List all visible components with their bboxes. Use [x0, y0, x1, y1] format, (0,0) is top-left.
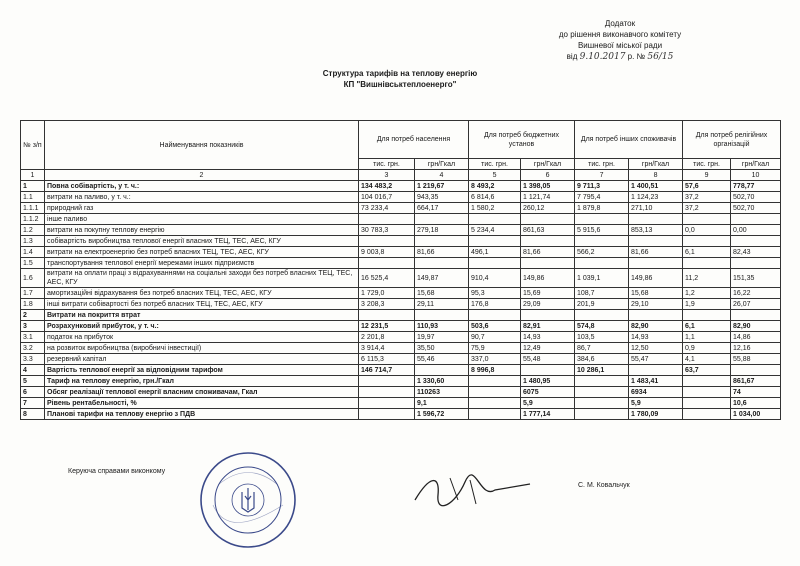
- value-cell: [683, 214, 731, 225]
- value-cell: [629, 236, 683, 247]
- value-cell: [469, 310, 521, 321]
- value-cell: 37,2: [683, 192, 731, 203]
- value-cell: [415, 310, 469, 321]
- value-cell: [469, 258, 521, 269]
- value-cell: 1,1: [683, 332, 731, 343]
- header-unit: грн/Гкал: [629, 159, 683, 170]
- value-cell: 14,93: [521, 332, 575, 343]
- row-label: на розвиток виробництва (виробничі інвестиції): [45, 343, 359, 354]
- table-row: [21, 365, 781, 376]
- value-cell: 1 400,51: [629, 181, 683, 192]
- value-cell: 74: [731, 387, 781, 398]
- value-cell: 29,09: [521, 299, 575, 310]
- table-row: [21, 181, 781, 192]
- column-index: 2: [45, 170, 359, 181]
- header-num: № з/п: [21, 121, 45, 170]
- value-cell: 149,86: [521, 269, 575, 288]
- value-cell: [575, 398, 629, 409]
- table-row: [21, 236, 781, 247]
- value-cell: 6934: [629, 387, 683, 398]
- row-label: витрати на електроенергію без потреб власних ТЕЦ, ТЕС, АЕС, КГУ: [45, 247, 359, 258]
- row-number: 3.1: [21, 332, 45, 343]
- value-cell: 29,11: [415, 299, 469, 310]
- value-cell: 1 483,41: [629, 376, 683, 387]
- value-cell: 81,66: [521, 247, 575, 258]
- value-cell: 1 480,95: [521, 376, 575, 387]
- value-cell: [415, 214, 469, 225]
- value-cell: 10 286,1: [575, 365, 629, 376]
- column-index: 7: [575, 170, 629, 181]
- header-group-other: Для потреб інших споживачів: [575, 121, 683, 159]
- value-cell: 1 879,8: [575, 203, 629, 214]
- value-cell: 110263: [415, 387, 469, 398]
- row-number: 2: [21, 310, 45, 321]
- value-cell: 502,70: [731, 192, 781, 203]
- value-cell: [731, 214, 781, 225]
- value-cell: 86,7: [575, 343, 629, 354]
- value-cell: [683, 310, 731, 321]
- value-cell: 337,0: [469, 354, 521, 365]
- row-label: Рівень рентабельності, %: [45, 398, 359, 409]
- table-row: [21, 376, 781, 387]
- value-cell: [575, 258, 629, 269]
- value-cell: 1 780,09: [629, 409, 683, 420]
- row-label: витрати на оплати праці з відрахуваннями на соціальні заходи без потреб власних ТЕЦ, ТЕС, АЕС, КГУ: [45, 269, 359, 288]
- value-cell: 73 233,4: [359, 203, 415, 214]
- row-label: Планові тарифи на теплову енергію з ПДВ: [45, 409, 359, 420]
- value-cell: [629, 214, 683, 225]
- header-unit: грн/Гкал: [415, 159, 469, 170]
- official-seal: [198, 450, 298, 550]
- value-cell: [629, 310, 683, 321]
- value-cell: [629, 258, 683, 269]
- value-cell: 55,88: [731, 354, 781, 365]
- value-cell: 6 814,6: [469, 192, 521, 203]
- value-cell: [683, 387, 731, 398]
- value-cell: 9 003,8: [359, 247, 415, 258]
- value-cell: 35,50: [415, 343, 469, 354]
- value-cell: [683, 409, 731, 420]
- value-cell: 201,9: [575, 299, 629, 310]
- value-cell: [629, 365, 683, 376]
- row-label: транспортування теплової енергії мережами інших підприємств: [45, 258, 359, 269]
- value-cell: 104 016,7: [359, 192, 415, 203]
- document-titles: [0, 68, 800, 90]
- value-cell: 3 914,4: [359, 343, 415, 354]
- value-cell: 15,69: [521, 288, 575, 299]
- table-row: [21, 203, 781, 214]
- value-cell: 6 115,3: [359, 354, 415, 365]
- header-unit: тис. грн.: [469, 159, 521, 170]
- value-cell: 75,9: [469, 343, 521, 354]
- value-cell: 3 208,3: [359, 299, 415, 310]
- table-row: [21, 354, 781, 365]
- value-cell: [469, 376, 521, 387]
- tariff-table: [20, 120, 781, 420]
- row-number: 1.8: [21, 299, 45, 310]
- column-index: 10: [731, 170, 781, 181]
- value-cell: 103,5: [575, 332, 629, 343]
- value-cell: 149,86: [629, 269, 683, 288]
- value-cell: 1 039,1: [575, 269, 629, 288]
- row-number: 3.3: [21, 354, 45, 365]
- table-row: [21, 192, 781, 203]
- value-cell: 2 201,8: [359, 332, 415, 343]
- row-number: 1.7: [21, 288, 45, 299]
- row-number: 6: [21, 387, 45, 398]
- document-title: Структура тарифів на теплову енергію: [322, 69, 478, 78]
- value-cell: 664,17: [415, 203, 469, 214]
- column-index: 5: [469, 170, 521, 181]
- value-cell: 566,2: [575, 247, 629, 258]
- header-group-budget: Для потреб бюджетних установ: [469, 121, 575, 159]
- value-cell: [575, 387, 629, 398]
- value-cell: 503,6: [469, 321, 521, 332]
- value-cell: 90,7: [469, 332, 521, 343]
- value-cell: 1 124,23: [629, 192, 683, 203]
- header-unit: грн/Гкал: [521, 159, 575, 170]
- value-cell: 5,9: [521, 398, 575, 409]
- annex-line1: до рішення виконавчого комітету: [558, 30, 682, 39]
- row-label: собівартість виробництва теплової енергії власних ТЕЦ, ТЕС, АЕС, КГУ: [45, 236, 359, 247]
- row-number: 5: [21, 376, 45, 387]
- value-cell: [575, 310, 629, 321]
- value-cell: 1,2: [683, 288, 731, 299]
- value-cell: [415, 236, 469, 247]
- value-cell: 108,7: [575, 288, 629, 299]
- row-label: витрати на паливо, у т. ч.:: [45, 192, 359, 203]
- value-cell: 151,35: [731, 269, 781, 288]
- value-cell: [521, 258, 575, 269]
- table-row: [21, 225, 781, 236]
- value-cell: [415, 258, 469, 269]
- value-cell: 1 034,00: [731, 409, 781, 420]
- row-label: Розрахунковий прибуток, у т. ч.:: [45, 321, 359, 332]
- row-label: інші витрати собівартості без потреб власних ТЕЦ, ТЕС, АЕС, КГУ: [45, 299, 359, 310]
- value-cell: 63,7: [683, 365, 731, 376]
- row-label: інше паливо: [45, 214, 359, 225]
- value-cell: [521, 310, 575, 321]
- value-cell: 12,50: [629, 343, 683, 354]
- value-cell: 574,8: [575, 321, 629, 332]
- value-cell: [469, 214, 521, 225]
- annex-block: [520, 18, 720, 63]
- column-index-row: [21, 170, 781, 181]
- value-cell: [359, 214, 415, 225]
- table-row: [21, 398, 781, 409]
- column-index: 1: [21, 170, 45, 181]
- value-cell: 943,35: [415, 192, 469, 203]
- value-cell: 82,43: [731, 247, 781, 258]
- value-cell: 149,87: [415, 269, 469, 288]
- value-cell: 134 483,2: [359, 181, 415, 192]
- row-number: 3.2: [21, 343, 45, 354]
- value-cell: 1 596,72: [415, 409, 469, 420]
- value-cell: [521, 236, 575, 247]
- row-number: 1.1.2: [21, 214, 45, 225]
- value-cell: 12 231,5: [359, 321, 415, 332]
- row-number: 4: [21, 365, 45, 376]
- table-row: [21, 299, 781, 310]
- value-cell: 12,49: [521, 343, 575, 354]
- value-cell: [415, 365, 469, 376]
- table-row: [21, 343, 781, 354]
- value-cell: [731, 236, 781, 247]
- value-cell: 1 729,0: [359, 288, 415, 299]
- value-cell: 16 525,4: [359, 269, 415, 288]
- value-cell: 1 330,60: [415, 376, 469, 387]
- table-row: [21, 409, 781, 420]
- value-cell: [521, 365, 575, 376]
- value-cell: 29,10: [629, 299, 683, 310]
- header-name: Найменування показників: [45, 121, 359, 170]
- value-cell: 9,1: [415, 398, 469, 409]
- value-cell: 5 234,4: [469, 225, 521, 236]
- table-row: [21, 258, 781, 269]
- row-number: 3: [21, 321, 45, 332]
- value-cell: 176,8: [469, 299, 521, 310]
- value-cell: [469, 387, 521, 398]
- table-row: [21, 288, 781, 299]
- value-cell: 11,2: [683, 269, 731, 288]
- value-cell: 853,13: [629, 225, 683, 236]
- row-number: 8: [21, 409, 45, 420]
- value-cell: [359, 310, 415, 321]
- table-body: [21, 181, 781, 420]
- value-cell: 8 493,2: [469, 181, 521, 192]
- row-number: 1.6: [21, 269, 45, 288]
- value-cell: 55,48: [521, 354, 575, 365]
- value-cell: [575, 376, 629, 387]
- value-cell: [683, 236, 731, 247]
- document-org: КП "Вишнівськтеплоенерго": [343, 80, 457, 89]
- value-cell: [683, 258, 731, 269]
- row-number: 1.4: [21, 247, 45, 258]
- row-number: 1.3: [21, 236, 45, 247]
- row-number: 1: [21, 181, 45, 192]
- value-cell: 81,66: [629, 247, 683, 258]
- annex-line2: Вишневої міської ради: [577, 41, 663, 50]
- value-cell: 5 915,6: [575, 225, 629, 236]
- table-row: [21, 387, 781, 398]
- header-unit: тис. грн.: [683, 159, 731, 170]
- value-cell: 1 121,74: [521, 192, 575, 203]
- value-cell: 5,9: [629, 398, 683, 409]
- value-cell: [359, 387, 415, 398]
- value-cell: 12,16: [731, 343, 781, 354]
- row-label: Витрати на покриття втрат: [45, 310, 359, 321]
- annex-date-line: [520, 51, 720, 63]
- annex-number: 56/15: [647, 52, 674, 62]
- column-index: 3: [359, 170, 415, 181]
- value-cell: 10,6: [731, 398, 781, 409]
- value-cell: 0,00: [731, 225, 781, 236]
- value-cell: [575, 409, 629, 420]
- value-cell: 778,77: [731, 181, 781, 192]
- value-cell: 496,1: [469, 247, 521, 258]
- value-cell: [683, 398, 731, 409]
- value-cell: 110,93: [415, 321, 469, 332]
- table-row: [21, 332, 781, 343]
- value-cell: 82,90: [629, 321, 683, 332]
- value-cell: [575, 236, 629, 247]
- value-cell: 26,07: [731, 299, 781, 310]
- value-cell: 861,67: [731, 376, 781, 387]
- value-cell: 279,18: [415, 225, 469, 236]
- footer-signatory: С. М. Ковальчук: [578, 482, 630, 489]
- value-cell: 271,10: [629, 203, 683, 214]
- row-label: податок на прибуток: [45, 332, 359, 343]
- header-group-religious: Для потреб релігійних організацій: [683, 121, 781, 159]
- value-cell: 14,93: [629, 332, 683, 343]
- header-group-population: Для потреб населення: [359, 121, 469, 159]
- value-cell: 861,63: [521, 225, 575, 236]
- column-index: 9: [683, 170, 731, 181]
- value-cell: 1 219,67: [415, 181, 469, 192]
- row-label: Повна собівартість, у т. ч.:: [45, 181, 359, 192]
- value-cell: [469, 236, 521, 247]
- value-cell: 6,1: [683, 247, 731, 258]
- value-cell: 384,6: [575, 354, 629, 365]
- value-cell: [359, 236, 415, 247]
- header-unit: грн/Гкал: [731, 159, 781, 170]
- value-cell: 15,68: [629, 288, 683, 299]
- annex-year-suffix: р. №: [627, 52, 646, 61]
- row-label: природний газ: [45, 203, 359, 214]
- row-label: витрати на покупну теплову енергію: [45, 225, 359, 236]
- table-row: [21, 321, 781, 332]
- value-cell: [731, 258, 781, 269]
- annex-title: Додаток: [604, 19, 636, 28]
- value-cell: 9 711,3: [575, 181, 629, 192]
- value-cell: 260,12: [521, 203, 575, 214]
- value-cell: 55,47: [629, 354, 683, 365]
- value-cell: 14,86: [731, 332, 781, 343]
- value-cell: 30 783,3: [359, 225, 415, 236]
- value-cell: 146 714,7: [359, 365, 415, 376]
- value-cell: 15,68: [415, 288, 469, 299]
- value-cell: [359, 409, 415, 420]
- value-cell: 6075: [521, 387, 575, 398]
- signature: [410, 470, 540, 510]
- value-cell: 19,97: [415, 332, 469, 343]
- value-cell: 57,6: [683, 181, 731, 192]
- annex-date: 9.10.2017: [579, 52, 626, 62]
- row-number: 1.1: [21, 192, 45, 203]
- value-cell: [469, 409, 521, 420]
- value-cell: 82,91: [521, 321, 575, 332]
- column-index: 8: [629, 170, 683, 181]
- row-label: амортизаційні відрахування без потреб власних ТЕЦ, ТЕС, АЕС, КГУ: [45, 288, 359, 299]
- row-label: Обсяг реалізації теплової енергії власним споживачам, Гкал: [45, 387, 359, 398]
- value-cell: [359, 398, 415, 409]
- row-number: 1.5: [21, 258, 45, 269]
- table-row: [21, 214, 781, 225]
- annex-from-label: від: [566, 52, 578, 61]
- value-cell: 1 398,05: [521, 181, 575, 192]
- footer-position: Керуюча справами виконкому: [68, 468, 166, 475]
- row-number: 1.2: [21, 225, 45, 236]
- value-cell: 7 795,4: [575, 192, 629, 203]
- value-cell: [521, 214, 575, 225]
- value-cell: [683, 376, 731, 387]
- value-cell: [575, 214, 629, 225]
- value-cell: 16,22: [731, 288, 781, 299]
- row-number: 7: [21, 398, 45, 409]
- table-row: [21, 247, 781, 258]
- row-label: резервний капітал: [45, 354, 359, 365]
- value-cell: 82,90: [731, 321, 781, 332]
- value-cell: [731, 310, 781, 321]
- value-cell: 0,9: [683, 343, 731, 354]
- value-cell: 0,0: [683, 225, 731, 236]
- row-number: 1.1.1: [21, 203, 45, 214]
- value-cell: 1 777,14: [521, 409, 575, 420]
- value-cell: [359, 376, 415, 387]
- value-cell: 81,66: [415, 247, 469, 258]
- value-cell: 6,1: [683, 321, 731, 332]
- value-cell: 502,70: [731, 203, 781, 214]
- value-cell: 1,9: [683, 299, 731, 310]
- table-row: [21, 310, 781, 321]
- column-index: 6: [521, 170, 575, 181]
- value-cell: 910,4: [469, 269, 521, 288]
- column-index: 4: [415, 170, 469, 181]
- value-cell: [359, 258, 415, 269]
- value-cell: 55,46: [415, 354, 469, 365]
- header-unit: тис. грн.: [575, 159, 629, 170]
- header-unit: тис. грн.: [359, 159, 415, 170]
- table-row: [21, 269, 781, 288]
- row-label: Вартість теплової енергії за відповідним тарифом: [45, 365, 359, 376]
- value-cell: 4,1: [683, 354, 731, 365]
- value-cell: 95,3: [469, 288, 521, 299]
- value-cell: 1 580,2: [469, 203, 521, 214]
- value-cell: [731, 365, 781, 376]
- value-cell: 8 996,8: [469, 365, 521, 376]
- value-cell: [469, 398, 521, 409]
- value-cell: 37,2: [683, 203, 731, 214]
- row-label: Тариф на теплову енергію, грн./Гкал: [45, 376, 359, 387]
